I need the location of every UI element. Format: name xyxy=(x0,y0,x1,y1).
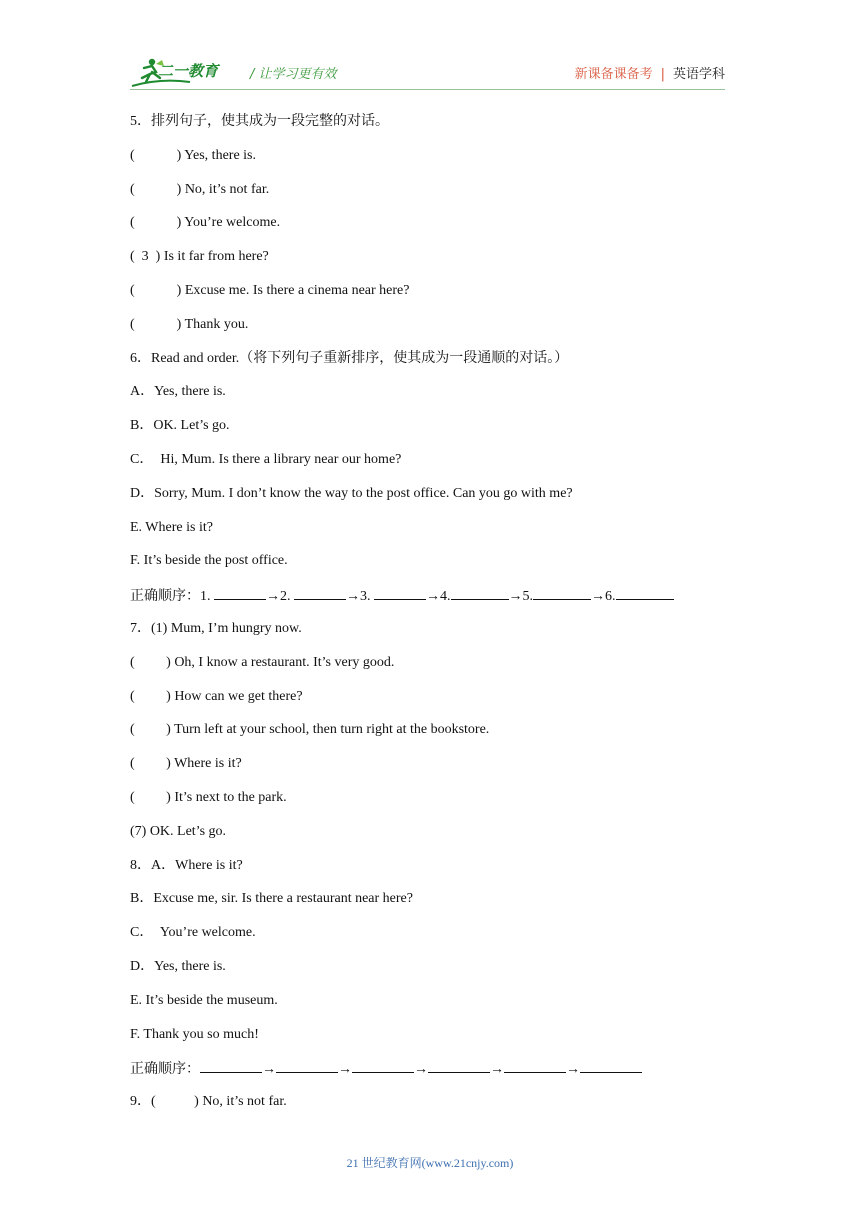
order-number: →6. xyxy=(591,589,616,605)
text-line: B．OK. Let’s go. xyxy=(130,418,230,434)
text-line: ( ) You’re welcome. xyxy=(130,215,281,231)
text-line: 9．( ) No, it’s not far. xyxy=(130,1094,287,1110)
header-divider xyxy=(130,89,725,90)
header-separator: | xyxy=(660,67,665,82)
text-line: ( ) Turn left at your school, then turn right at the bookstore. xyxy=(130,722,490,738)
answer-blank[interactable] xyxy=(276,1058,338,1073)
text-line: A．Yes, there is. xyxy=(130,384,226,400)
order-label: 正确顺序： xyxy=(130,1062,200,1078)
answer-order-line xyxy=(130,1058,730,1092)
document-body xyxy=(130,112,730,1126)
text-line: D．Sorry, Mum. I don’t know the way to the post office. Can you go with me? xyxy=(130,485,573,501)
header-right xyxy=(575,63,725,82)
text-line: ( 3 ) Is it far from here? xyxy=(130,249,269,265)
header-course-label: 新课备课备考 xyxy=(574,67,653,82)
answer-blank[interactable] xyxy=(580,1058,642,1073)
answer-blank[interactable] xyxy=(352,1058,414,1073)
answer-blank[interactable] xyxy=(214,585,266,600)
order-number: 1. xyxy=(200,589,211,605)
text-line: ( ) Excuse me. Is there a cinema near here? xyxy=(130,282,410,298)
answer-order-line xyxy=(130,585,730,619)
order-arrow: → xyxy=(338,1062,352,1078)
text-line: 6．Read and order.（将下列句子重新排序，使其成为一段通顺的对话。） xyxy=(130,350,569,366)
order-arrow: → xyxy=(490,1062,504,1078)
text-line: E. It’s beside the museum. xyxy=(130,992,278,1008)
order-number: →4. xyxy=(426,589,451,605)
text-line: 8．A．Where is it? xyxy=(130,857,243,873)
logo-text: 二一教育 xyxy=(158,62,219,80)
text-line: ( ) Where is it? xyxy=(130,756,242,772)
text-line: (7) OK. Let’s go. xyxy=(130,823,227,839)
answer-blank[interactable] xyxy=(428,1058,490,1073)
order-arrow: → xyxy=(262,1062,276,1078)
text-line: ( ) Oh, I know a restaurant. It’s very good. xyxy=(130,654,395,670)
text-line: D．Yes, there is. xyxy=(130,958,226,974)
answer-blank[interactable] xyxy=(504,1058,566,1073)
text-line: E. Where is it? xyxy=(130,519,213,535)
page-header xyxy=(130,56,725,90)
text-line: F. Thank you so much! xyxy=(130,1026,259,1042)
order-number: →3. xyxy=(346,589,371,605)
header-subject-label: 英语学科 xyxy=(672,67,725,82)
answer-blank[interactable] xyxy=(294,585,346,600)
order-label: 正确顺序： xyxy=(130,589,200,605)
order-number: →5. xyxy=(508,589,533,605)
text-line: 7．(1) Mum, I’m hungry now. xyxy=(130,620,302,636)
answer-blank[interactable] xyxy=(616,585,674,600)
slogan: / 让学习更有效 xyxy=(250,67,337,82)
text-line: C． You’re welcome. xyxy=(130,925,256,941)
text-line: ( ) No, it’s not far. xyxy=(130,181,270,197)
answer-blank[interactable] xyxy=(374,585,426,600)
text-line: F. It’s beside the post office. xyxy=(130,553,288,569)
text-line: B．Excuse me, sir. Is there a restaurant near here? xyxy=(130,891,413,907)
text-line: ( ) How can we get there? xyxy=(130,688,303,704)
text-line: ( ) It’s next to the park. xyxy=(130,789,287,805)
text-line: ( ) Yes, there is. xyxy=(130,147,256,163)
order-number: →2. xyxy=(266,589,291,605)
order-arrow: → xyxy=(414,1062,428,1078)
order-arrow: → xyxy=(566,1062,580,1078)
text-line: 5．排列句子，使其成为一段完整的对话。 xyxy=(130,114,389,129)
text-line: ( ) Thank you. xyxy=(130,316,249,332)
text-line: C． Hi, Mum. Is there a library near our home? xyxy=(130,451,402,467)
answer-blank[interactable] xyxy=(451,585,509,600)
page-footer: 21 世纪教育网(www.21cnjy.com) xyxy=(346,1156,514,1170)
answer-blank[interactable] xyxy=(533,585,591,600)
answer-blank[interactable] xyxy=(200,1058,262,1073)
